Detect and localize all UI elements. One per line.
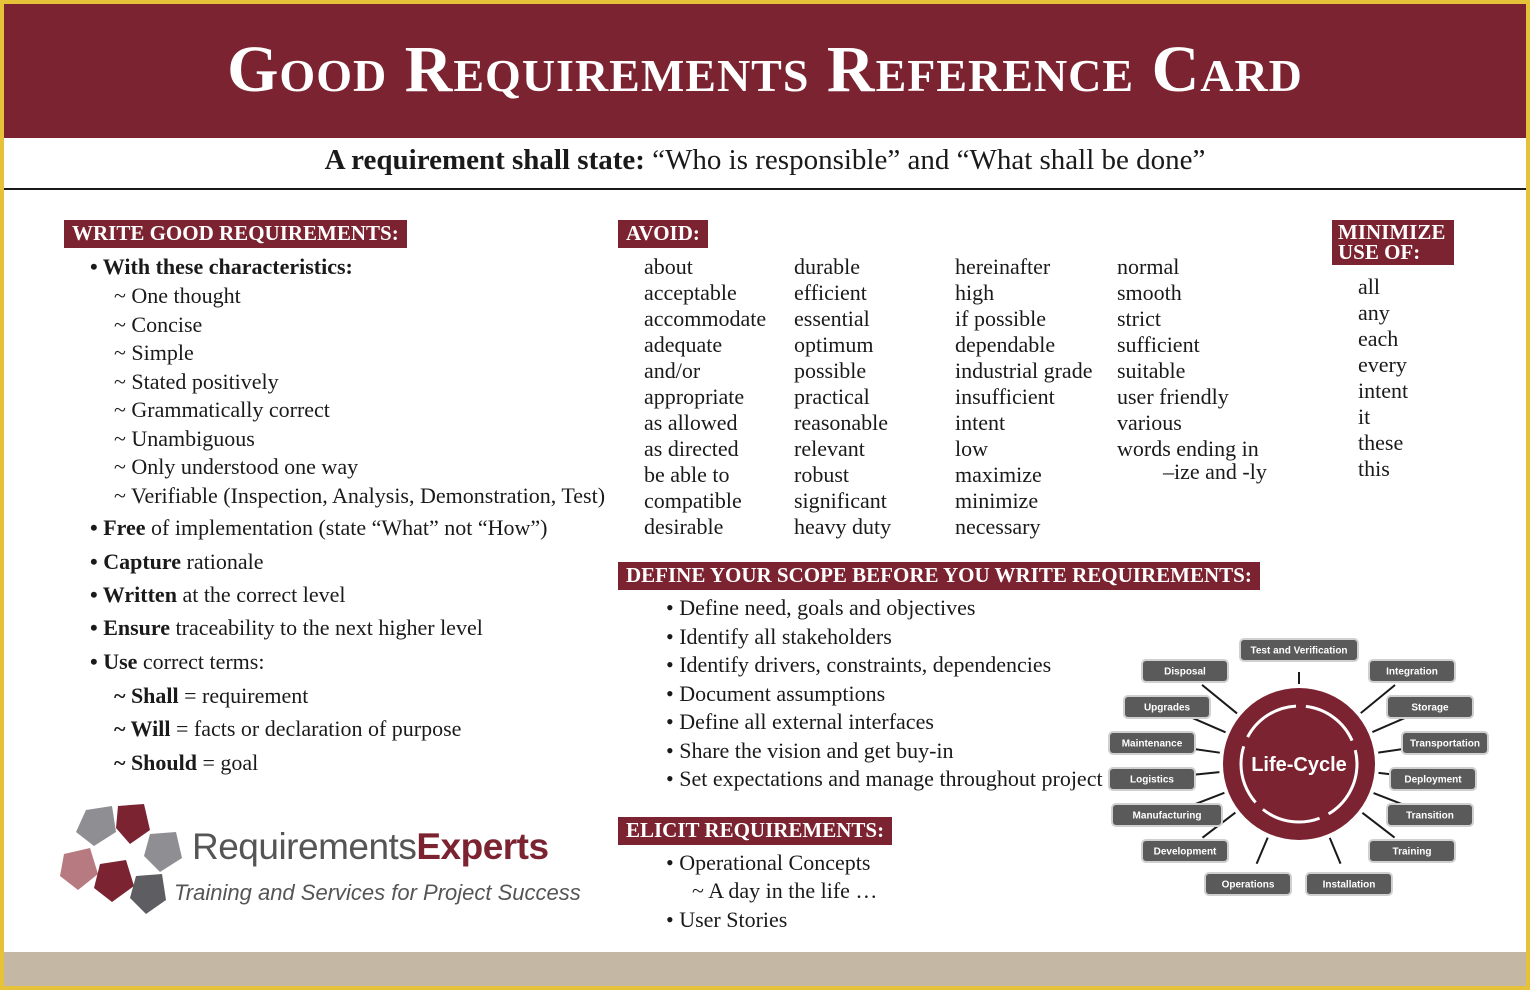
lifecycle-node <box>1306 873 1392 895</box>
avoid-word: be able to <box>644 462 730 487</box>
subtitle-lead: A requirement shall state: <box>324 144 645 176</box>
bullet-ensure: • Ensure traceability to the next higher level <box>90 615 483 640</box>
avoid-word: normal <box>1117 254 1180 279</box>
avoid-word: accommodate <box>644 306 767 331</box>
scope-item: • Identify all stakeholders <box>666 623 892 649</box>
scope-item: • Identify drivers, constraints, dependencies <box>666 652 1052 677</box>
lifecycle-node-label: Storage <box>1411 702 1449 714</box>
avoid-word: possible <box>794 358 867 383</box>
term-should: ~ Should = goal <box>114 750 259 775</box>
avoid-word: necessary <box>955 514 1041 539</box>
lifecycle-node <box>1205 873 1291 895</box>
avoid-word: user friendly <box>1117 384 1229 409</box>
minimize-header: MINIMIZE USE OF: <box>1332 220 1454 265</box>
lifecycle-node <box>1387 696 1473 718</box>
card-title: Good Requirements Reference Card <box>227 33 1303 106</box>
avoid-word: hereinafter <box>955 254 1051 279</box>
elicit-subitem: ~ A day in the life … <box>692 878 878 903</box>
lifecycle-node-label: Test and Verification <box>1250 645 1348 657</box>
avoid-word: as allowed <box>644 410 738 435</box>
lifecycle-node <box>1369 660 1455 682</box>
lifecycle-node-label: Transportation <box>1409 738 1481 750</box>
avoid-word: acceptable <box>644 280 737 305</box>
logo-name: RequirementsExperts <box>192 826 549 867</box>
term-will: ~ Will = facts or declaration of purpose <box>114 716 462 741</box>
characteristic-item: ~ Concise <box>114 311 203 337</box>
lifecycle-node <box>1109 732 1195 754</box>
lifecycle-node <box>1109 768 1195 790</box>
lifecycle-node <box>1240 639 1358 661</box>
minimize-word: every <box>1358 352 1407 377</box>
subtitle-rest: “Who is responsible” and “What shall be done” <box>652 144 1206 176</box>
minimize-word: this <box>1358 456 1390 481</box>
scope-item: • Share the vision and get buy-in <box>666 737 954 763</box>
logo-petal <box>94 860 134 902</box>
avoid-word: smooth <box>1117 280 1182 305</box>
minimize-word: these <box>1358 430 1404 455</box>
characteristics-label: • With these characteristics: <box>90 254 353 279</box>
lifecycle-node-label: Training <box>1392 846 1432 858</box>
avoid-word: heavy duty <box>794 514 892 539</box>
scope-item: • Define need, goals and objectives <box>666 595 976 620</box>
avoid-col-1 <box>644 254 766 540</box>
logo-petal <box>144 832 182 872</box>
avoid-col-4 <box>1117 254 1267 482</box>
avoid-word: insufficient <box>955 384 1055 409</box>
lifecycle-node-label: Operations <box>1221 879 1275 891</box>
avoid-word: robust <box>794 462 849 487</box>
term-shall: ~ Shall = requirement <box>114 683 309 708</box>
avoid-word: if possible <box>955 306 1047 331</box>
scope-item: • Document assumptions <box>666 680 886 706</box>
requirements-experts-logo <box>54 802 194 922</box>
characteristic-item: ~ One thought <box>114 283 241 308</box>
lifecycle-node <box>1387 804 1473 826</box>
minimize-word: all <box>1358 274 1380 299</box>
lifecycle-node <box>1402 732 1488 754</box>
elicit-item: • User Stories <box>666 907 788 932</box>
avoid-word: maximize <box>955 462 1042 487</box>
logo-tagline: Training and Services for Project Success <box>174 880 581 905</box>
lifecycle-node-label: Disposal <box>1164 666 1206 678</box>
lifecycle-node-label: Integration <box>1386 666 1438 678</box>
avoid-word: adequate <box>644 332 723 357</box>
avoid-word: essential <box>794 306 870 331</box>
avoid-word: industrial grade <box>955 358 1093 383</box>
bullet-free: • Free of implementation (state “What” not “How”) <box>90 515 548 540</box>
lifecycle-node-label: Installation <box>1322 879 1376 891</box>
avoid-word: as directed <box>644 436 739 461</box>
avoid-header: AVOID: <box>618 220 708 248</box>
avoid-word: optimum <box>794 332 874 357</box>
avoid-word: practical <box>794 384 870 409</box>
avoid-word: sufficient <box>1117 332 1200 357</box>
avoid-word: dependable <box>955 332 1056 357</box>
avoid-word-suffix: –ize and -ly <box>1163 459 1267 484</box>
lifecycle-node <box>1390 768 1476 790</box>
avoid-word: compatible <box>644 488 742 513</box>
avoid-word: desirable <box>644 514 724 539</box>
avoid-col-2 <box>794 254 891 540</box>
scope-item: • Define all external interfaces <box>666 709 934 734</box>
characteristic-item: ~ Simple <box>114 340 194 365</box>
bullet-use: • Use correct terms: <box>90 649 265 674</box>
bullet-capture: • Capture rationale <box>90 549 264 574</box>
lifecycle-node-label: Upgrades <box>1143 702 1191 714</box>
avoid-word: relevant <box>794 436 865 461</box>
avoid-word: suitable <box>1117 358 1186 383</box>
logo-petal <box>116 804 150 844</box>
minimize-list <box>1358 274 1408 482</box>
minimize-word: each <box>1358 326 1399 351</box>
scope-item: • Set expectations and manage throughout project <box>666 766 1103 791</box>
elicit-item: • Operational Concepts <box>666 850 871 875</box>
lifecycle-node-label: Deployment <box>1404 774 1462 786</box>
subtitle <box>4 144 1526 177</box>
lifecycle-node-label: Transition <box>1406 810 1454 822</box>
avoid-word: reasonable <box>794 410 889 435</box>
characteristic-item: ~ Verifiable (Inspection, Analysis, Demonstration, Test) <box>114 482 606 508</box>
avoid-word: high <box>955 280 995 305</box>
avoid-word: strict <box>1117 306 1161 331</box>
lifecycle-node <box>1112 804 1222 826</box>
avoid-word: words ending in <box>1117 436 1259 461</box>
lifecycle-node-label: Maintenance <box>1121 738 1183 750</box>
minimize-word: intent <box>1358 378 1409 403</box>
avoid-word: low <box>955 436 988 461</box>
logo-petal <box>76 806 116 846</box>
avoid-word: intent <box>955 410 1006 435</box>
scope-list <box>666 594 1103 794</box>
avoid-col-3 <box>955 254 1092 540</box>
avoid-word: appropriate <box>644 384 745 409</box>
lifecycle-spoke <box>1330 838 1341 864</box>
minimize-word: it <box>1358 404 1371 429</box>
characteristic-item: ~ Grammatically correct <box>114 397 330 422</box>
avoid-word: efficient <box>794 280 867 305</box>
avoid-word: and/or <box>644 358 701 383</box>
avoid-word: about <box>644 254 693 279</box>
avoid-word: various <box>1117 410 1182 435</box>
scope-header: DEFINE YOUR SCOPE BEFORE YOU WRITE REQUIREMENTS: <box>618 562 1260 590</box>
characteristic-item: ~ Only understood one way <box>114 454 359 479</box>
lifecycle-node <box>1142 660 1228 682</box>
logo-petal <box>130 874 166 914</box>
minimize-word: any <box>1358 300 1390 325</box>
reference-card <box>4 4 1526 986</box>
characteristic-item: ~ Stated positively <box>114 368 279 394</box>
avoid-word: significant <box>794 488 887 513</box>
lifecycle-node-label: Development <box>1153 846 1217 858</box>
characteristics-list <box>114 282 605 510</box>
write-header: WRITE GOOD REQUIREMENTS: <box>64 220 407 248</box>
bullet-written: • Written at the correct level <box>90 582 346 607</box>
lifecycle-node-label: Logistics <box>1130 774 1174 786</box>
avoid-word: durable <box>794 254 860 279</box>
elicit-header: ELICIT REQUIREMENTS: <box>618 817 892 845</box>
divider <box>4 188 1526 190</box>
footer-band <box>4 952 1526 986</box>
lifecycle-spoke <box>1257 838 1268 864</box>
lifecycle-node-label: Manufacturing <box>1132 810 1202 822</box>
lifecycle-node <box>1142 840 1228 862</box>
lifecycle-node <box>1369 840 1455 862</box>
lifecycle-center-label: Life-Cycle <box>1251 754 1347 776</box>
characteristic-item: ~ Unambiguous <box>114 425 255 451</box>
lifecycle-diagram <box>1099 634 1499 904</box>
logo-petal <box>60 848 98 890</box>
avoid-word: minimize <box>955 488 1039 513</box>
lifecycle-node <box>1124 696 1210 718</box>
